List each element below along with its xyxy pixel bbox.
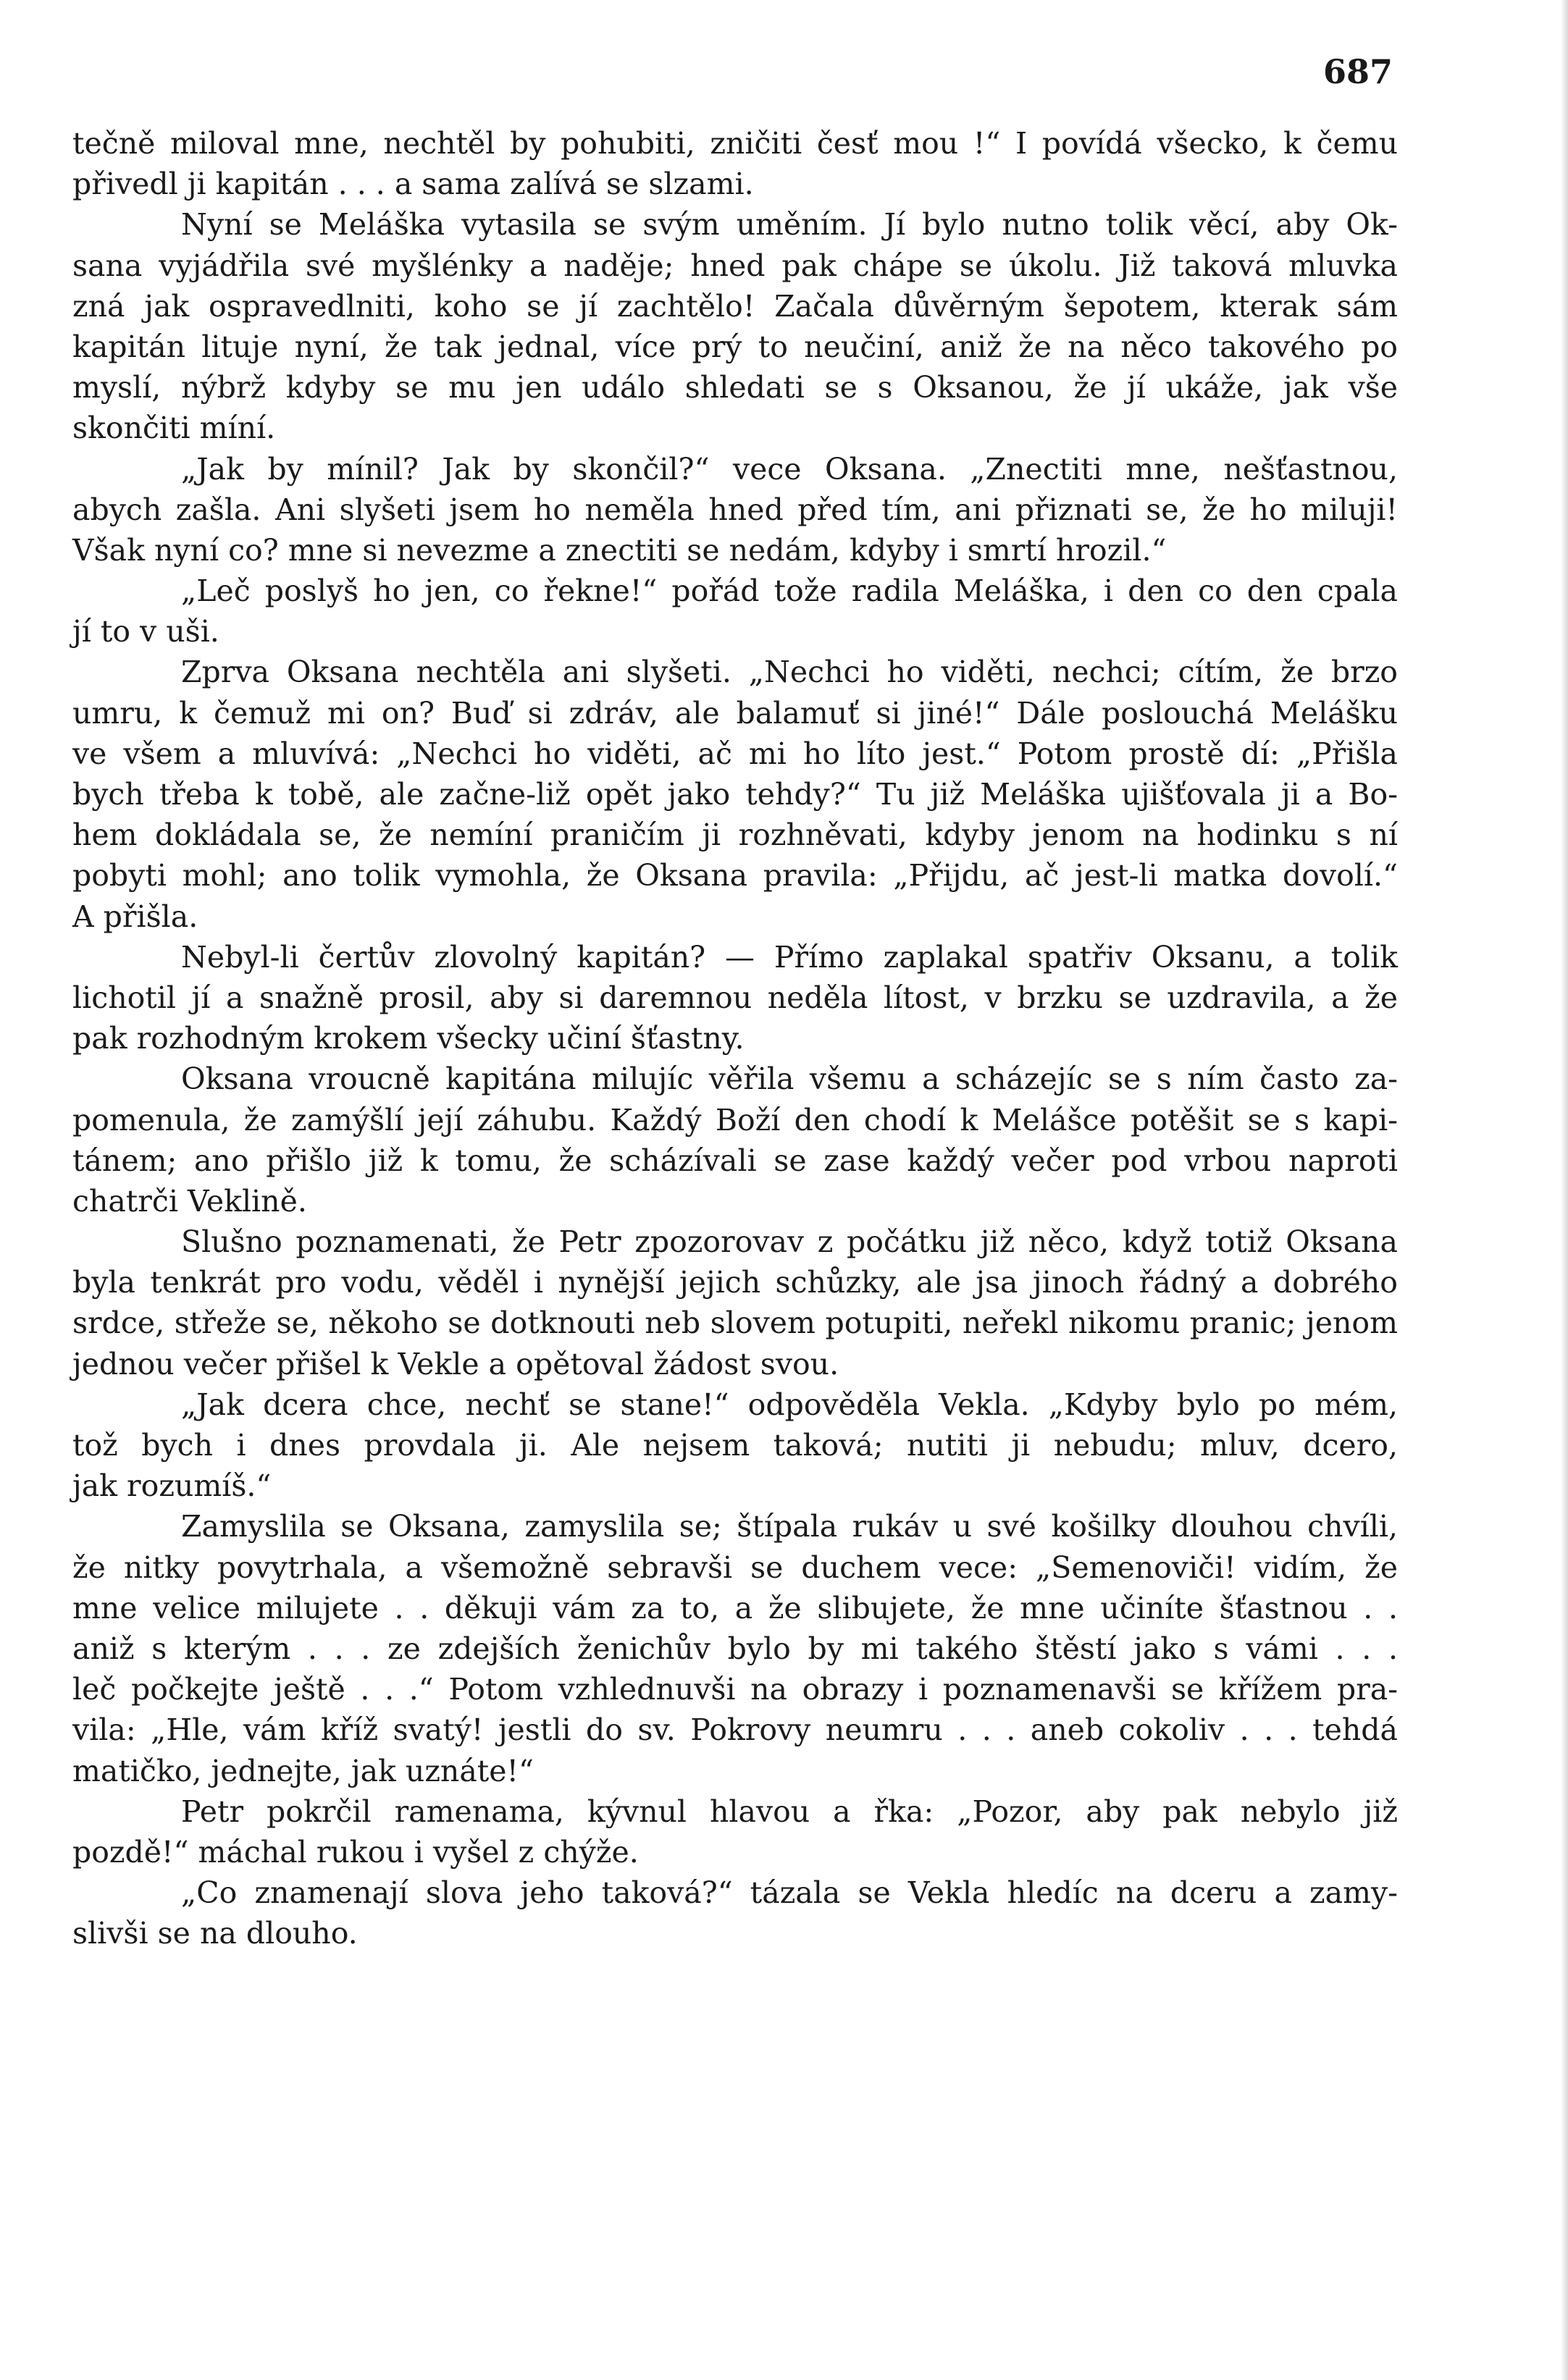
text-line: pomenula, že zamýšlí její záhubu. Každý Boží den chodí k Melášce potěšit se s kapi- [72, 1102, 1398, 1138]
text-line: byla tenkrát pro vodu, věděl i nynější jejich schůzky, ale jsa jinoch řádný a dobrého [72, 1265, 1398, 1300]
text-line: tánem; ano přišlo již k tomu, že scházívali se zase každý večer pod vrbou naproti [72, 1143, 1398, 1178]
text-line: Slušno poznamenati, že Petr zpozorovav z počátku již něco, když totiž Oksana [181, 1224, 1398, 1260]
text-line: chatrči Veklině. [72, 1183, 307, 1219]
text-line: pozdě!“ máchal rukou i vyšel z chýže. [72, 1834, 639, 1870]
text-line: srdce, střeže se, někoho se dotknouti neb slovem potupiti, neřekl nikomu pranic; jenom [72, 1305, 1398, 1341]
text-line: tož bych i dnes provdala ji. Ale nejsem taková; nutiti ji nebudu; mluv, dcero, [72, 1428, 1398, 1463]
text-line: jednou večer přišel k Vekle a opětoval žádost svou. [72, 1346, 839, 1382]
text-line: ve všem a mluvívá: „Nechci ho viděti, ač mi ho líto jest.“ Potom prostě dí: „Přišla [72, 736, 1398, 771]
text-line: Však nyní co? mne si nevezme a znectiti se nedám, kdyby i smrtí hrozil.“ [72, 532, 1167, 568]
text-line: lichotil jí a snažně prosil, aby si daremnou neděla lítost, v brzku se uzdravila, a že [72, 980, 1398, 1015]
text-line: myslí, nýbrž kdyby se mu jen událo shledati se s Oksanou, že jí ukáže, jak vše [72, 370, 1398, 405]
page-edge-shadow [1561, 0, 1568, 2380]
text-line: zná jak ospravedlniti, koho se jí zachtělo! Začala důvěrným šepotem, kterak sám [72, 288, 1398, 324]
text-line: sana vyjádřila své myšlénky a naděje; hned pak chápe se úkolu. Již taková mluvka [72, 248, 1398, 283]
page-number: 687 [1322, 52, 1393, 91]
text-line: Zprva Oksana nechtěla ani slyšeti. „Nechci ho viděti, nechci; cítím, že brzo [181, 655, 1398, 690]
text-line: kapitán lituje nyní, že tak jednal, více prý to neučiní, aniž že na něco takového po [72, 329, 1398, 364]
text-line: tečně miloval mne, nechtěl by pohubiti, zničiti česť mou !“ I povídá všecko, k čemu [72, 126, 1398, 161]
text-line: vila: „Hle, vám kříž svatý! jestli do sv. Pokrovy neumru . . . aneb cokoliv . . . tehdá [72, 1712, 1398, 1748]
text-line: pobyti mohl; ano tolik vymohla, že Oksana pravila: „Přijdu, ač jest-li matka dovolí.“ [72, 858, 1398, 893]
text-line: Zamyslila se Oksana, zamyslila se; štípala rukáv u své košilky dlouhou chvíli, [181, 1509, 1398, 1544]
text-line: Nebyl-li čertův zlovolný kapitán? — Přímo zaplakal spatřiv Oksanu, a tolik [181, 939, 1398, 975]
text-line: skončiti míní. [72, 411, 276, 446]
text-line: aniž s kterým . . . ze zdejších ženichův bylo by mi takého štěstí jako s vámi . . . [72, 1631, 1398, 1666]
text-line: „Co znamenají slova jeho taková?“ tázala se Vekla hledíc na dceru a zamy- [181, 1875, 1398, 1911]
text-line: jí to v uši. [72, 614, 219, 649]
text-line: „Jak by mínil? Jak by skončil?“ vece Oksana. „Znectiti mne, nešťastnou, [181, 451, 1398, 487]
text-line: abych zašla. Ani slyšeti jsem ho neměla hned před tím, ani přiznati se, že ho miluji! [72, 492, 1398, 527]
text-line: hem dokládala se, že nemíní praničím ji rozhněvati, kdyby jenom na hodinku s ní [72, 817, 1398, 853]
text-line: Nyní se Meláška vytasila se svým uměním. Jí bylo nutno tolik věcí, aby Ok- [181, 207, 1398, 243]
text-line: Oksana vroucně kapitána milujíc věřila všemu a scházejíc se s ním často za- [181, 1061, 1398, 1097]
text-line: pak rozhodným krokem všecky učiní šťastny. [72, 1021, 745, 1056]
text-line: „Leč poslyš ho jen, co řekne!“ pořád tože radila Meláška, i den co den cpala [181, 573, 1398, 609]
text-line: slivši se na dlouho. [72, 1916, 358, 1951]
text-line: přivedl ji kapitán . . . a sama zalívá se slzami. [72, 167, 754, 202]
text-line: leč počkejte ještě . . .“ Potom vzhlednuvši na obrazy i poznamenavši se křížem pra- [72, 1672, 1398, 1707]
text-line: umru, k čemuž mi on? Buď si zdráv, ale balamuť si jiné!“ Dále poslouchá Melášku [72, 695, 1398, 731]
text-line: Petr pokrčil ramenama, kývnul hlavou a řka: „Pozor, aby pak nebylo již [181, 1794, 1398, 1829]
text-line: matičko, jednejte, jak uznáte!“ [72, 1753, 534, 1788]
text-line: A přišla. [72, 899, 198, 934]
text-line: že nitky povytrhala, a všemožně sebravši se duchem vece: „Semenoviči! vidím, že [72, 1549, 1398, 1585]
text-line: bych třeba k tobě, ale začne-liž opět jako tehdy?“ Tu již Meláška ujišťovala ji a Bo- [72, 777, 1398, 812]
text-line: jak rozumíš.“ [72, 1468, 272, 1504]
text-line: mne velice milujete . . děkuji vám za to, a že slibujete, že mne učiníte šťastnou . . [72, 1590, 1398, 1626]
text-line: „Jak dcera chce, nechť se stane!“ odpověděla Vekla. „Kdyby bylo po mém, [181, 1387, 1398, 1422]
body-text [72, 123, 1398, 1954]
